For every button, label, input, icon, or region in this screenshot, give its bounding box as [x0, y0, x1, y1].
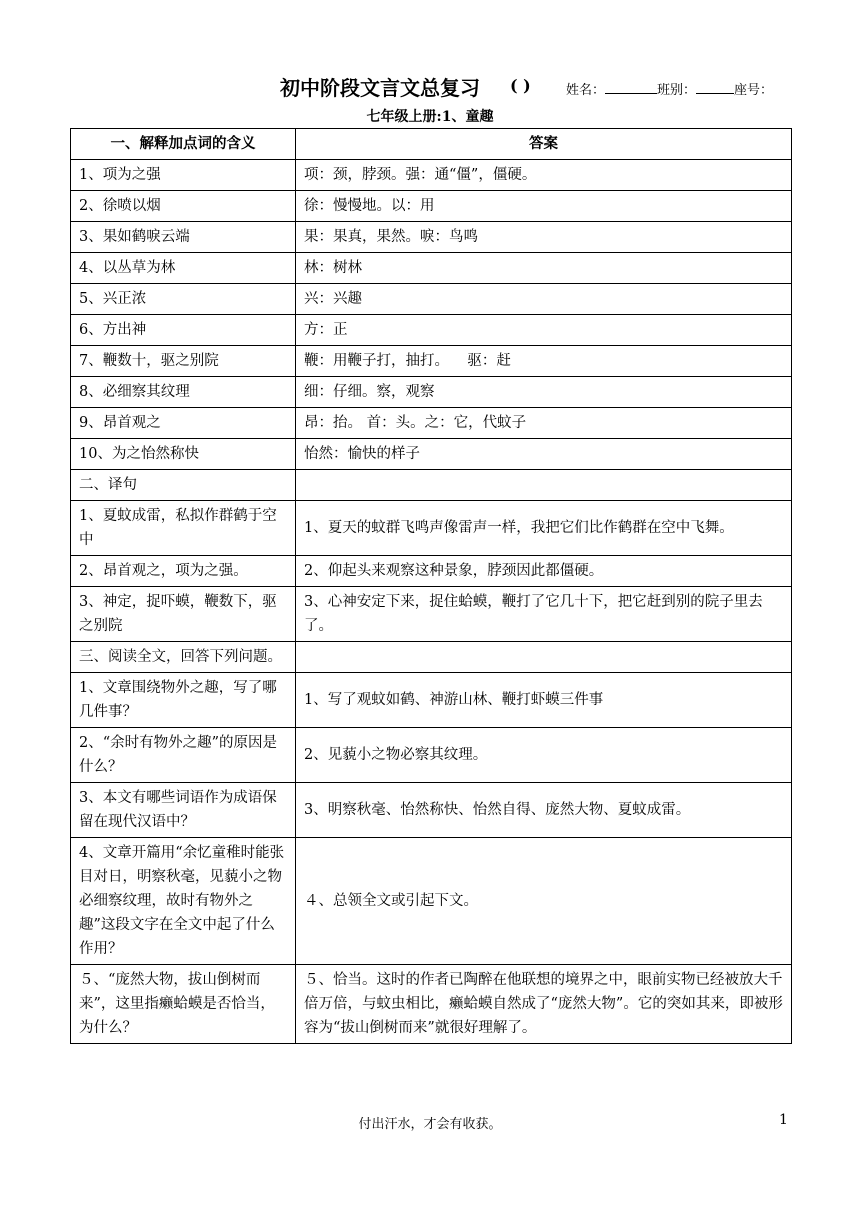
question-cell: 4、以丛草为林 [71, 253, 296, 284]
col1-header: 一、解释加点词的含义 [71, 129, 296, 160]
review-table [70, 128, 792, 1044]
table-row [71, 160, 792, 191]
table-row [71, 408, 792, 439]
answer-cell: 细：仔细。察，观察 [296, 377, 792, 408]
answer-cell: 昂：抬。 首：头。之：它，代蚊子 [296, 408, 792, 439]
empty-cell [296, 642, 792, 673]
question-text: 1、项为之强 [79, 167, 161, 183]
page-title: 初中阶段文言文总复习 [280, 76, 480, 100]
question-cell: 3、果如鹤唳云端 [71, 222, 296, 253]
answer-cell: 怡然：愉快的样子 [296, 439, 792, 470]
table-row [71, 284, 792, 315]
table-row [71, 673, 792, 728]
table-row [71, 783, 792, 838]
answer-cell: 方：正 [296, 315, 792, 346]
question-cell: ５、“庞然大物，拔山倒树而来”，这里指癞蛤蟆是否恰当，为什么？ [71, 965, 296, 1044]
answer-cell: 3、明察秋毫、怡然称快、怡然自得、庞然大物、夏蚊成雷。 [296, 783, 792, 838]
section-title-row [71, 642, 792, 673]
answer-cell: 果：果真，果然。唳：鸟鸣 [296, 222, 792, 253]
question-cell: 10、为之怡然称快 [71, 439, 296, 470]
question-cell: 2、“余时有物外之趣”的原因是什么？ [71, 728, 296, 783]
answer-cell: 1、夏天的蚊群飞鸣声像雷声一样，我把它们比作鹤群在空中飞舞。 [296, 501, 792, 556]
answer-cell: ５、恰当。这时的作者已陶醉在他联想的境界之中，眼前实物已经被放大千倍万倍，与蚊虫相比，癞蛤蟆自然成了“庞然大物”。它的突如其来，即被形容为“拔山倒树而来”就很好理解了。 [296, 965, 792, 1044]
question-cell: 5、兴正浓 [71, 284, 296, 315]
table-row [71, 315, 792, 346]
answer-cell: 鞭：用鞭子打，抽打。 驱：赶 [296, 346, 792, 377]
question-cell: 4、文章开篇用“余忆童稚时能张目对日，明察秋毫，见藐小之物必细察纹理，故时有物外之趣”这段文字在全文中起了什么作用？ [71, 838, 296, 965]
table-row [71, 587, 792, 642]
table-row [71, 191, 792, 222]
table-row [71, 253, 792, 284]
answer-cell: 1、写了观蚊如鹤、神游山林、鞭打虾蟆三件事 [296, 673, 792, 728]
section-title-row [71, 470, 792, 501]
class-blank[interactable] [696, 81, 734, 94]
question-cell: 9、昂首观之 [71, 408, 296, 439]
name-label: 姓名： [566, 83, 606, 98]
name-blank[interactable] [605, 81, 657, 94]
footer-motto: 付出汗水，才会有收获。 [358, 1117, 502, 1132]
table-row [71, 965, 792, 1044]
table-row [71, 556, 792, 587]
answer-cell: 徐：慢慢地。以：用 [296, 191, 792, 222]
question-cell: 3、本文有哪些词语作为成语保留在现代汉语中？ [71, 783, 296, 838]
question-cell: 7、鞭数十，驱之别院 [71, 346, 296, 377]
lesson-subtitle [0, 106, 860, 126]
section-title: 三、阅读全文，回答下列问题。 [71, 642, 296, 673]
answer-cell: 2、见藐小之物必察其纹理。 [296, 728, 792, 783]
answer-cell: 2、仰起头来观察这种景象，脖颈因此都僵硬。 [296, 556, 792, 587]
page-number: 1 [779, 1112, 788, 1128]
question-cell: 1、夏蚊成雷，私拟作群鹤于空中 [71, 501, 296, 556]
answer-cell: 项：颈，脖颈。强：通“僵”，僵硬。 [296, 160, 792, 191]
table-row [71, 728, 792, 783]
document-header [0, 72, 860, 102]
question-cell: 2、昂首观之，项为之强。 [71, 556, 296, 587]
section-title: 二、译句 [71, 470, 296, 501]
class-label: 班别： [657, 83, 697, 98]
table-row [71, 439, 792, 470]
seat-label: 座号： [734, 83, 774, 98]
answer-cell: 林：树林 [296, 253, 792, 284]
empty-cell [296, 470, 792, 501]
lesson-subtitle-text: 七年级上册:1、童趣 [366, 109, 494, 125]
question-cell: 3、神定，捉吓蟆，鞭数下，驱之别院 [71, 587, 296, 642]
question-cell [71, 160, 296, 191]
table-row [71, 501, 792, 556]
answer-cell: ４、总领全文或引起下文。 [296, 838, 792, 965]
table-row [71, 346, 792, 377]
title-paren: ( ) [510, 76, 531, 95]
table-row [71, 838, 792, 965]
col2-header: 答案 [296, 129, 792, 160]
question-cell: 6、方出神 [71, 315, 296, 346]
answer-cell: 3、心神安定下来，捉住蛤蟆，鞭打了它几十下，把它赶到别的院子里去了。 [296, 587, 792, 642]
table-header-row [71, 129, 792, 160]
table-row [71, 222, 792, 253]
student-info-fields [566, 79, 773, 98]
question-cell: 1、文章围绕物外之趣，写了哪几件事？ [71, 673, 296, 728]
table-row [71, 377, 792, 408]
answer-cell: 兴：兴趣 [296, 284, 792, 315]
question-cell: 2、徐喷以烟 [71, 191, 296, 222]
question-cell: 8、必细察其纹理 [71, 377, 296, 408]
